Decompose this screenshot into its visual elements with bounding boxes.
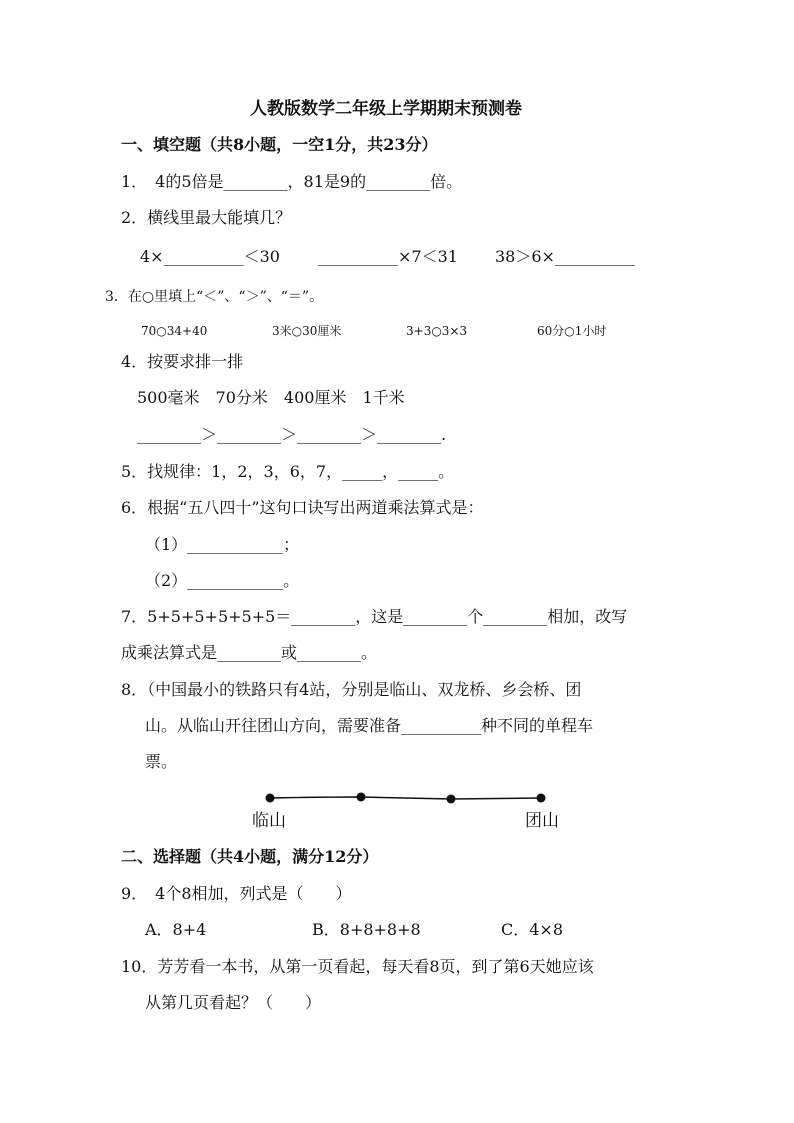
railway-track [270, 797, 541, 799]
question-3-item: 60分○1小时 [537, 324, 607, 338]
question-7-line-2: 成乘法算式是________或________。 [121, 643, 378, 662]
question-9-option-c: C．4×8 [501, 920, 564, 939]
question-9-stem: 9． 4个8相加，列式是（ ） [121, 884, 352, 903]
question-2-stem: 2．横线里最大能填几？ [121, 208, 292, 227]
station-dot [357, 793, 366, 802]
question-9-option-a: A．8+4 [145, 920, 207, 939]
question-4-blanks: ________＞________＞________＞________. [137, 425, 447, 444]
section-2-heading: 二、选择题（共4小题，满分12分） [121, 847, 379, 866]
question-3-item: 3+3○3×3 [406, 324, 468, 338]
page-title: 人教版数学二年级上学期期末预测卷 [250, 99, 522, 119]
question-10-line-1: 10．芳芳看一本书，从第一页看起，每天看8页，到了第6天她应该 [121, 957, 594, 976]
question-9-option-b: B．8+8+8+8 [312, 920, 421, 939]
question-2-item: 38＞6×__________ [495, 247, 635, 266]
question-6-answer-2: （2）____________。 [145, 571, 300, 590]
station-dot [447, 795, 456, 804]
station-label-start: 临山 [252, 811, 286, 831]
question-3-stem: 3．在○里填上“＜”、“＞”、“＝”。 [105, 289, 324, 305]
station-dot [266, 794, 275, 803]
question-7-line-1: 7．5+5+5+5+5+5＝________，这是________个________相加，改写 [121, 607, 628, 626]
question-3-item: 70○34+40 [141, 324, 208, 338]
railway-diagram [260, 791, 580, 805]
question-8-line-3: 票。 [145, 752, 178, 771]
section-1-heading: 一、填空题（共8小题，一空1分，共23分） [121, 135, 438, 154]
question-6-stem: 6．根据“五八四十”这句口诀写出两道乘法算式是： [121, 498, 484, 517]
station-label-end: 团山 [525, 811, 559, 831]
question-10-line-2: 从第几页看起？（ ） [145, 993, 322, 1012]
question-4-stem: 4．按要求排一排 [121, 352, 244, 371]
question-5: 5．找规律：1，2，3，6，7，_____，_____。 [121, 462, 455, 481]
question-2-item: __________×7＜31 [318, 247, 458, 266]
question-3-item: 3米○30厘米 [272, 324, 342, 338]
question-8-line-1: 8．（中国最小的铁路只有4站，分别是临山、双龙桥、乡会桥、团 [121, 680, 582, 699]
question-4-items: 500毫米 70分米 400厘米 1千米 [137, 388, 405, 407]
question-1: 1． 4的5倍是________，81是9的________倍。 [121, 172, 463, 191]
question-8-line-2: 山。从临山开往团山方向，需要准备__________种不同的单程车 [145, 716, 594, 735]
question-6-answer-1: （1）____________； [145, 535, 300, 554]
question-2-item: 4×__________＜30 [140, 247, 280, 266]
station-dot [537, 794, 546, 803]
